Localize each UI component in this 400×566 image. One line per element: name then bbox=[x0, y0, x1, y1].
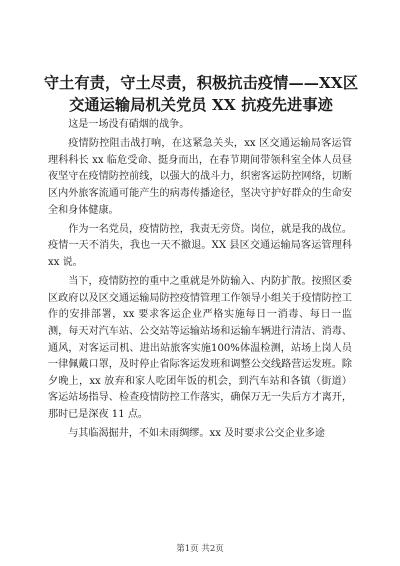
page-number-footer: 第1页 共2页 bbox=[176, 544, 224, 554]
paragraph: 这是一场没有硝烟的战争。 bbox=[68, 119, 190, 130]
paragraph: 作为一名党员，疫情防控，我责无旁贷。岗位，就是我的战位。疫情一天不消失，我也一天不撤退。XX 县区交通运输局客运管理科 xx 说。 bbox=[48, 223, 352, 268]
paragraph: 疫情防控阻击战打响，在这紧急关头，xx 区交通运输局客运管理科科长 xx 临危受命、挺身而出，在春节期间带领科室全体人员昼夜坚守在疫情防控前线，以强大的战斗力，织密客运防控网络，切断区内外旅客流通可能产生的病毒传播途径，坚决守护好群众的生命安全和身体健康。 bbox=[48, 138, 352, 216]
document-title: 守土有责，守土尽责，积极抗击疫情——XX区交通运输局机关党员 XX 抗疫先进事迹 bbox=[43, 74, 359, 114]
paragraph: 与其临渴掘井，不如未雨绸缪。xx 及时要求公交企业多途 bbox=[68, 428, 326, 440]
paragraph: 当下，疫情防控的重中之重就是外防输入、内防扩散。按照区委区政府以及区交通运输局防控疫情管理工作领导小组关于疫情防控工作的安排部署，xx 要求客运企业严格实施每日一消毒、每日一监测，每天对汽车站、公交站等运输站场和运输车辆进行清洁、消毒、通风，对客运司机、进出站旅客实施100%体温检测，站场上岗人员一律佩戴口罩，及时停止省际客运发班和调整公交线路营运发班。除夕晚上，xx 放弃和家人吃团年饭的机会，到汽车站和各镇（街道）客运站场指导、检查疫情防控工作落实，确保万无一失后方才离开，那时已是深夜 11 点。 bbox=[48, 276, 352, 420]
document-body bbox=[48, 117, 352, 445]
